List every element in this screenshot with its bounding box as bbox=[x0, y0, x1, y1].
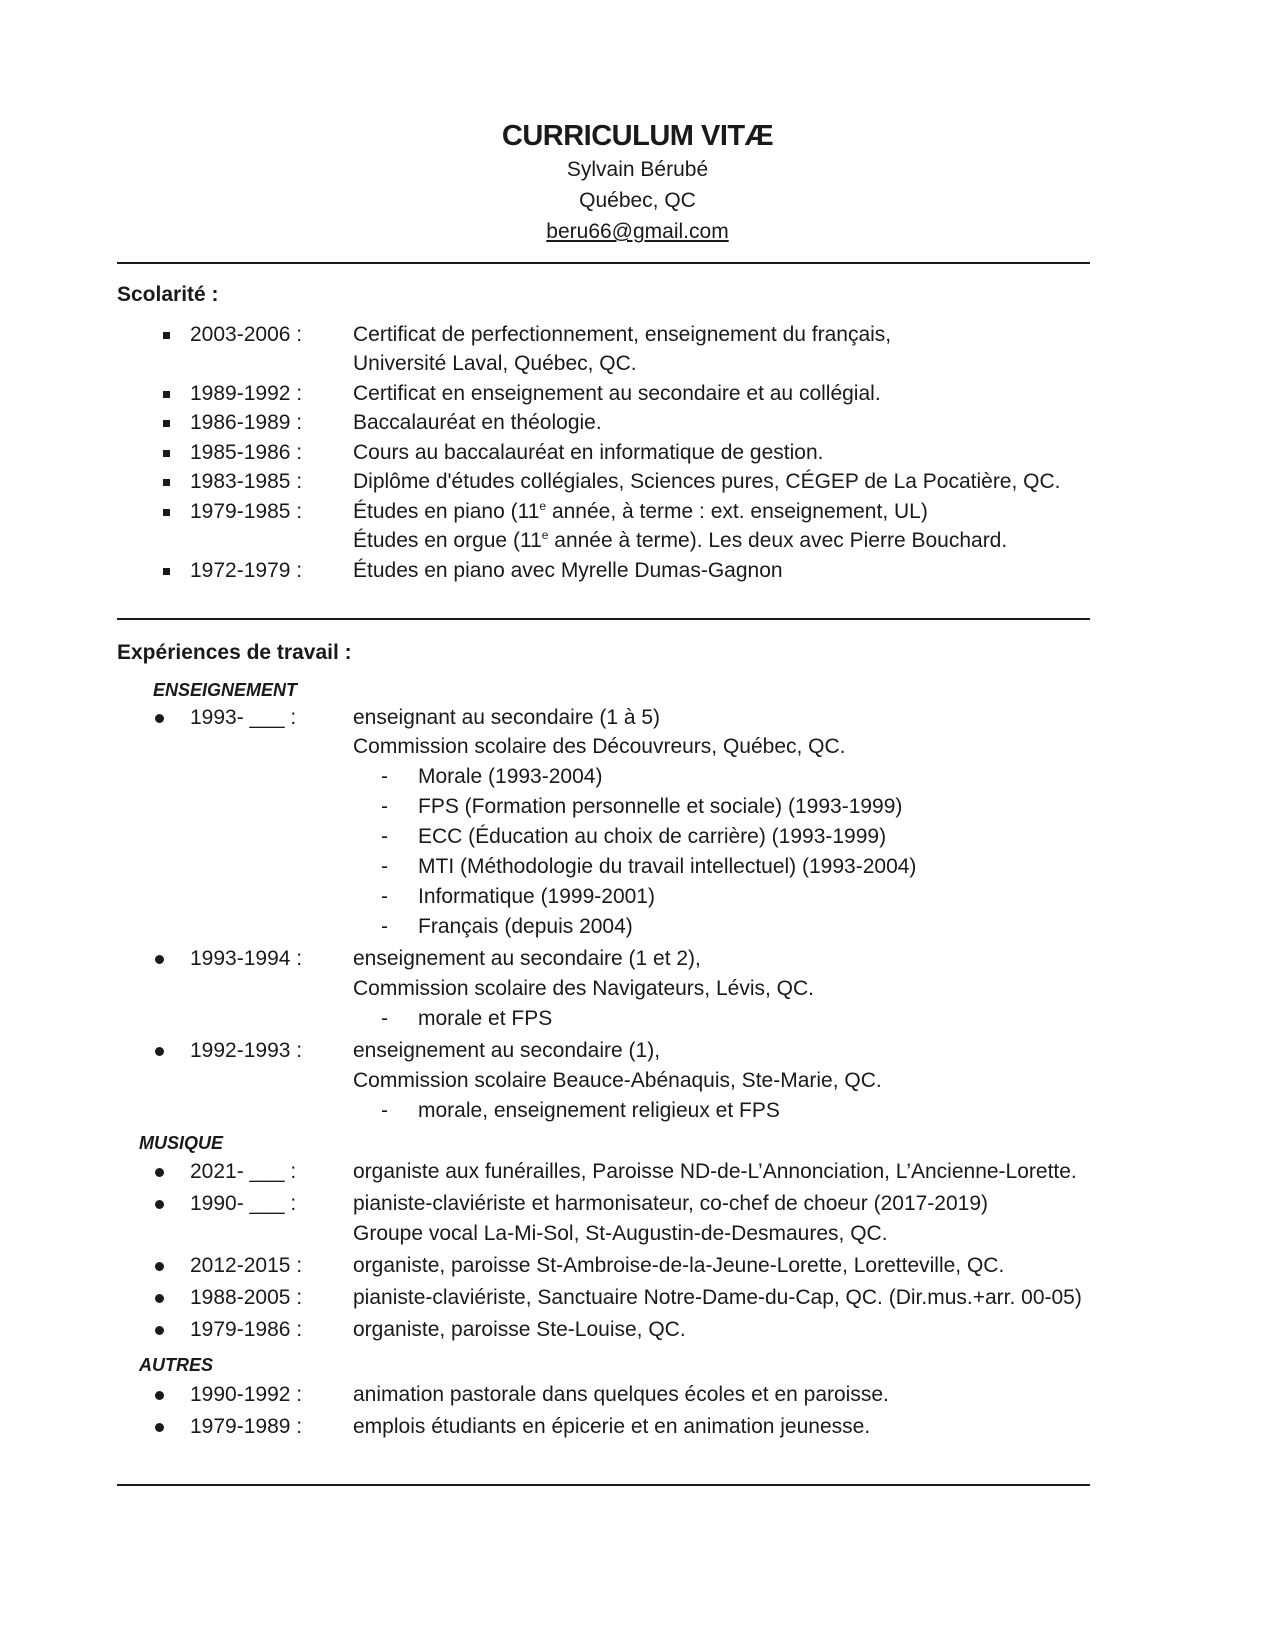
item-text: Baccalauréat en théologie. bbox=[353, 411, 602, 434]
cv-header bbox=[0, 118, 1275, 247]
bullet-icon bbox=[155, 1391, 164, 1400]
item-date: 1985-1986 : bbox=[190, 441, 303, 464]
item-date: 1983-1985 : bbox=[190, 470, 303, 493]
email-link[interactable]: beru66@gmail.com bbox=[546, 220, 729, 243]
item-text: enseignement au secondaire (1), bbox=[353, 1039, 661, 1062]
dash-bullet-icon: - bbox=[381, 855, 388, 878]
item-text: Études en piano (11e année, à terme : ext. enseignement, UL) bbox=[353, 499, 928, 523]
bullet-icon bbox=[155, 1262, 164, 1271]
bullet-icon bbox=[155, 1047, 164, 1056]
sub-item-text: morale et FPS bbox=[418, 1007, 553, 1030]
sub-item-text: Morale (1993-2004) bbox=[418, 765, 603, 788]
square-bullet-icon bbox=[163, 509, 170, 516]
dash-bullet-icon: - bbox=[381, 795, 388, 818]
sub-item-text: FPS (Formation personnelle et sociale) (1993-1999) bbox=[418, 795, 903, 818]
item-text: Études en orgue (11e année à terme). Les deux avec Pierre Bouchard. bbox=[353, 528, 1008, 552]
section-title-scolarite: Scolarité : bbox=[117, 283, 219, 306]
item-text: organiste, paroisse Ste-Louise, QC. bbox=[353, 1318, 686, 1341]
dash-bullet-icon: - bbox=[381, 1099, 388, 1122]
item-date: 2012-2015 : bbox=[190, 1254, 303, 1277]
item-text: organiste, paroisse St-Ambroise-de-la-Jeune-Lorette, Loretteville, QC. bbox=[353, 1254, 1005, 1277]
item-date: 1989-1992 : bbox=[190, 382, 303, 405]
category-label-enseignement: ENSEIGNEMENT bbox=[153, 680, 298, 700]
square-bullet-icon bbox=[163, 450, 170, 457]
bullet-icon bbox=[155, 1168, 164, 1177]
bullet-icon bbox=[155, 1200, 164, 1209]
bullet-icon bbox=[155, 1326, 164, 1335]
sub-item-text: Français (depuis 2004) bbox=[418, 915, 633, 938]
bullet-icon bbox=[155, 955, 164, 964]
dash-bullet-icon: - bbox=[381, 825, 388, 848]
item-text: pianiste-claviériste, Sanctuaire Notre-Dame-du-Cap, QC. (Dir.mus.+arr. 00-05) bbox=[353, 1286, 1082, 1309]
person-name: Sylvain Bérubé bbox=[566, 158, 709, 181]
item-text: Certificat de perfectionnement, enseignement du français, bbox=[353, 323, 892, 346]
sub-item-text: MTI (Méthodologie du travail intellectuel) (1993-2004) bbox=[418, 855, 917, 878]
square-bullet-icon bbox=[163, 420, 170, 427]
dash-bullet-icon: - bbox=[381, 915, 388, 938]
item-text: Commission scolaire des Découvreurs, Québec, QC. bbox=[353, 735, 846, 758]
item-text: emplois étudiants en épicerie et en animation jeunesse. bbox=[353, 1415, 871, 1438]
item-text: organiste aux funérailles, Paroisse ND-de-L’Annonciation, L’Ancienne-Lorette. bbox=[353, 1160, 1077, 1183]
category-label-musique: MUSIQUE bbox=[139, 1133, 224, 1153]
divider-line bbox=[117, 1484, 1090, 1486]
bullet-icon bbox=[155, 714, 164, 723]
item-date: 1986-1989 : bbox=[190, 411, 303, 434]
dash-bullet-icon: - bbox=[381, 765, 388, 788]
square-bullet-icon bbox=[163, 479, 170, 486]
item-date: 1979-1985 : bbox=[190, 500, 303, 523]
item-date: 1993- ___ : bbox=[190, 706, 297, 729]
item-date: 2003-2006 : bbox=[190, 323, 303, 346]
sub-item-text: ECC (Éducation au choix de carrière) (1993-1999) bbox=[418, 825, 887, 848]
divider-line bbox=[117, 618, 1090, 620]
item-text: Études en piano avec Myrelle Dumas-Gagnon bbox=[353, 559, 783, 582]
item-text: Certificat en enseignement au secondaire et au collégial. bbox=[353, 382, 881, 405]
item-text: animation pastorale dans quelques écoles et en paroisse. bbox=[353, 1383, 889, 1406]
dash-bullet-icon: - bbox=[381, 1007, 388, 1030]
item-text: pianiste-claviériste et harmonisateur, co-chef de choeur (2017-2019) bbox=[353, 1192, 989, 1215]
item-text: Cours au baccalauréat en informatique de gestion. bbox=[353, 441, 824, 464]
square-bullet-icon bbox=[163, 391, 170, 398]
section-title-experiences: Expériences de travail : bbox=[117, 641, 352, 664]
divider-line bbox=[117, 262, 1090, 264]
item-date: 2021- ___ : bbox=[190, 1160, 297, 1183]
item-date: 1990-1992 : bbox=[190, 1383, 303, 1406]
item-text: Groupe vocal La-Mi-Sol, St-Augustin-de-Desmaures, QC. bbox=[353, 1222, 888, 1245]
document-title: CURRICULUM VITÆ bbox=[501, 120, 774, 152]
person-location: Québec, QC bbox=[579, 189, 696, 212]
item-date: 1979-1989 : bbox=[190, 1415, 303, 1438]
item-date: 1990- ___ : bbox=[190, 1192, 297, 1215]
dash-bullet-icon: - bbox=[381, 885, 388, 908]
category-label-autres: AUTRES bbox=[139, 1355, 214, 1375]
bullet-icon bbox=[155, 1423, 164, 1432]
square-bullet-icon bbox=[163, 332, 170, 339]
bullet-icon bbox=[155, 1294, 164, 1303]
item-text: enseignement au secondaire (1 et 2), bbox=[353, 947, 701, 970]
item-text: Université Laval, Québec, QC. bbox=[353, 352, 637, 375]
item-date: 1992-1993 : bbox=[190, 1039, 303, 1062]
item-text: Commission scolaire des Navigateurs, Lévis, QC. bbox=[353, 977, 814, 1000]
item-date: 1993-1994 : bbox=[190, 947, 303, 970]
item-text: enseignant au secondaire (1 à 5) bbox=[353, 706, 661, 729]
sub-item-text: morale, enseignement religieux et FPS bbox=[418, 1099, 780, 1122]
sub-item-text: Informatique (1999-2001) bbox=[418, 885, 655, 908]
item-date: 1979-1986 : bbox=[190, 1318, 303, 1341]
item-date: 1988-2005 : bbox=[190, 1286, 303, 1309]
item-text: Diplôme d'études collégiales, Sciences pures, CÉGEP de La Pocatière, QC. bbox=[353, 470, 1061, 493]
item-text: Commission scolaire Beauce-Abénaquis, Ste-Marie, QC. bbox=[353, 1069, 882, 1092]
item-date: 1972-1979 : bbox=[190, 559, 303, 582]
square-bullet-icon bbox=[163, 568, 170, 575]
